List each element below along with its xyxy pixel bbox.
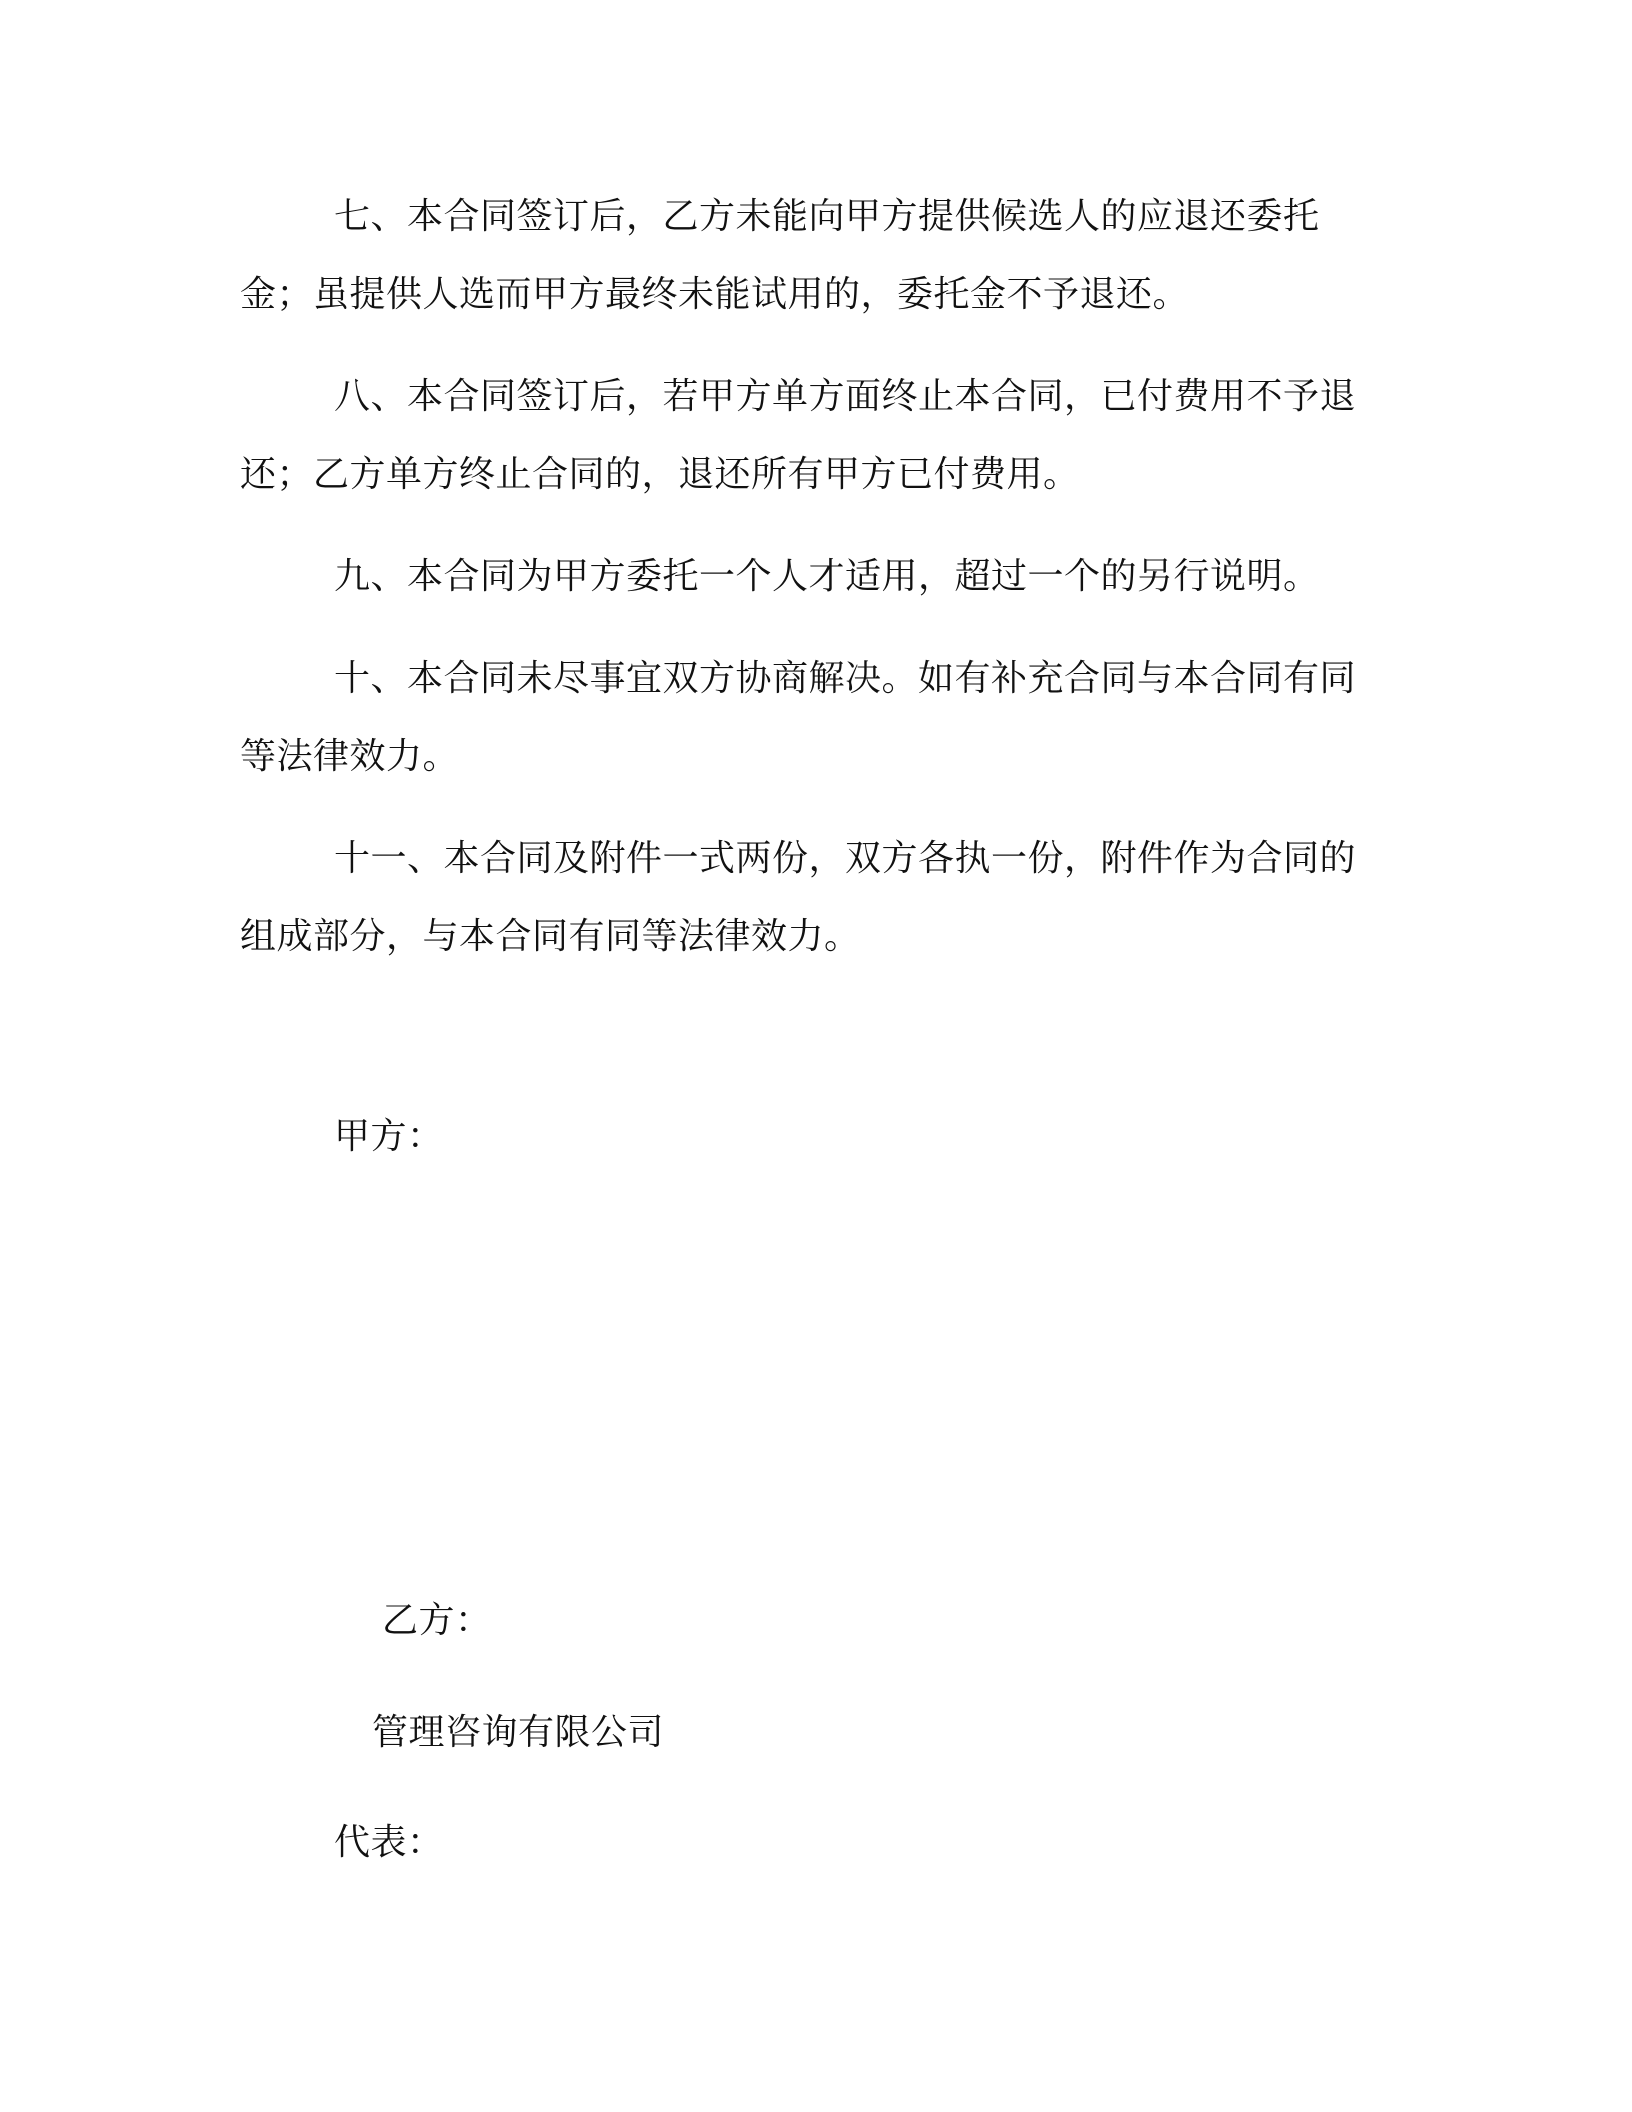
clause-7: 七、本合同签订后，乙方未能向甲方提供候选人的应退还委托金；虽提供人选而甲方最终未能试用的，委托金不予退还。 — [240, 196, 1320, 315]
representative-label: 代表： — [334, 1822, 444, 1863]
clause-11: 十一、本合同及附件一式两份，双方各执一份，附件作为合同的组成部分，与本合同有同等法律效力。 — [240, 838, 1357, 957]
party-b-label: 乙方： — [382, 1600, 492, 1641]
clause-9: 九、本合同为甲方委托一个人才适用，超过一个的另行说明。 — [334, 556, 1320, 597]
clause-8: 八、本合同签订后，若甲方单方面终止本合同，已付费用不予退还；乙方单方终止合同的，退还所有甲方已付费用。 — [240, 376, 1357, 495]
party-a-label: 甲方： — [334, 1116, 444, 1157]
clause-10: 十、本合同未尽事宜双方协商解决。如有补充合同与本合同有同等法律效力。 — [240, 658, 1357, 777]
company-name: 管理咨询有限公司 — [372, 1712, 665, 1753]
